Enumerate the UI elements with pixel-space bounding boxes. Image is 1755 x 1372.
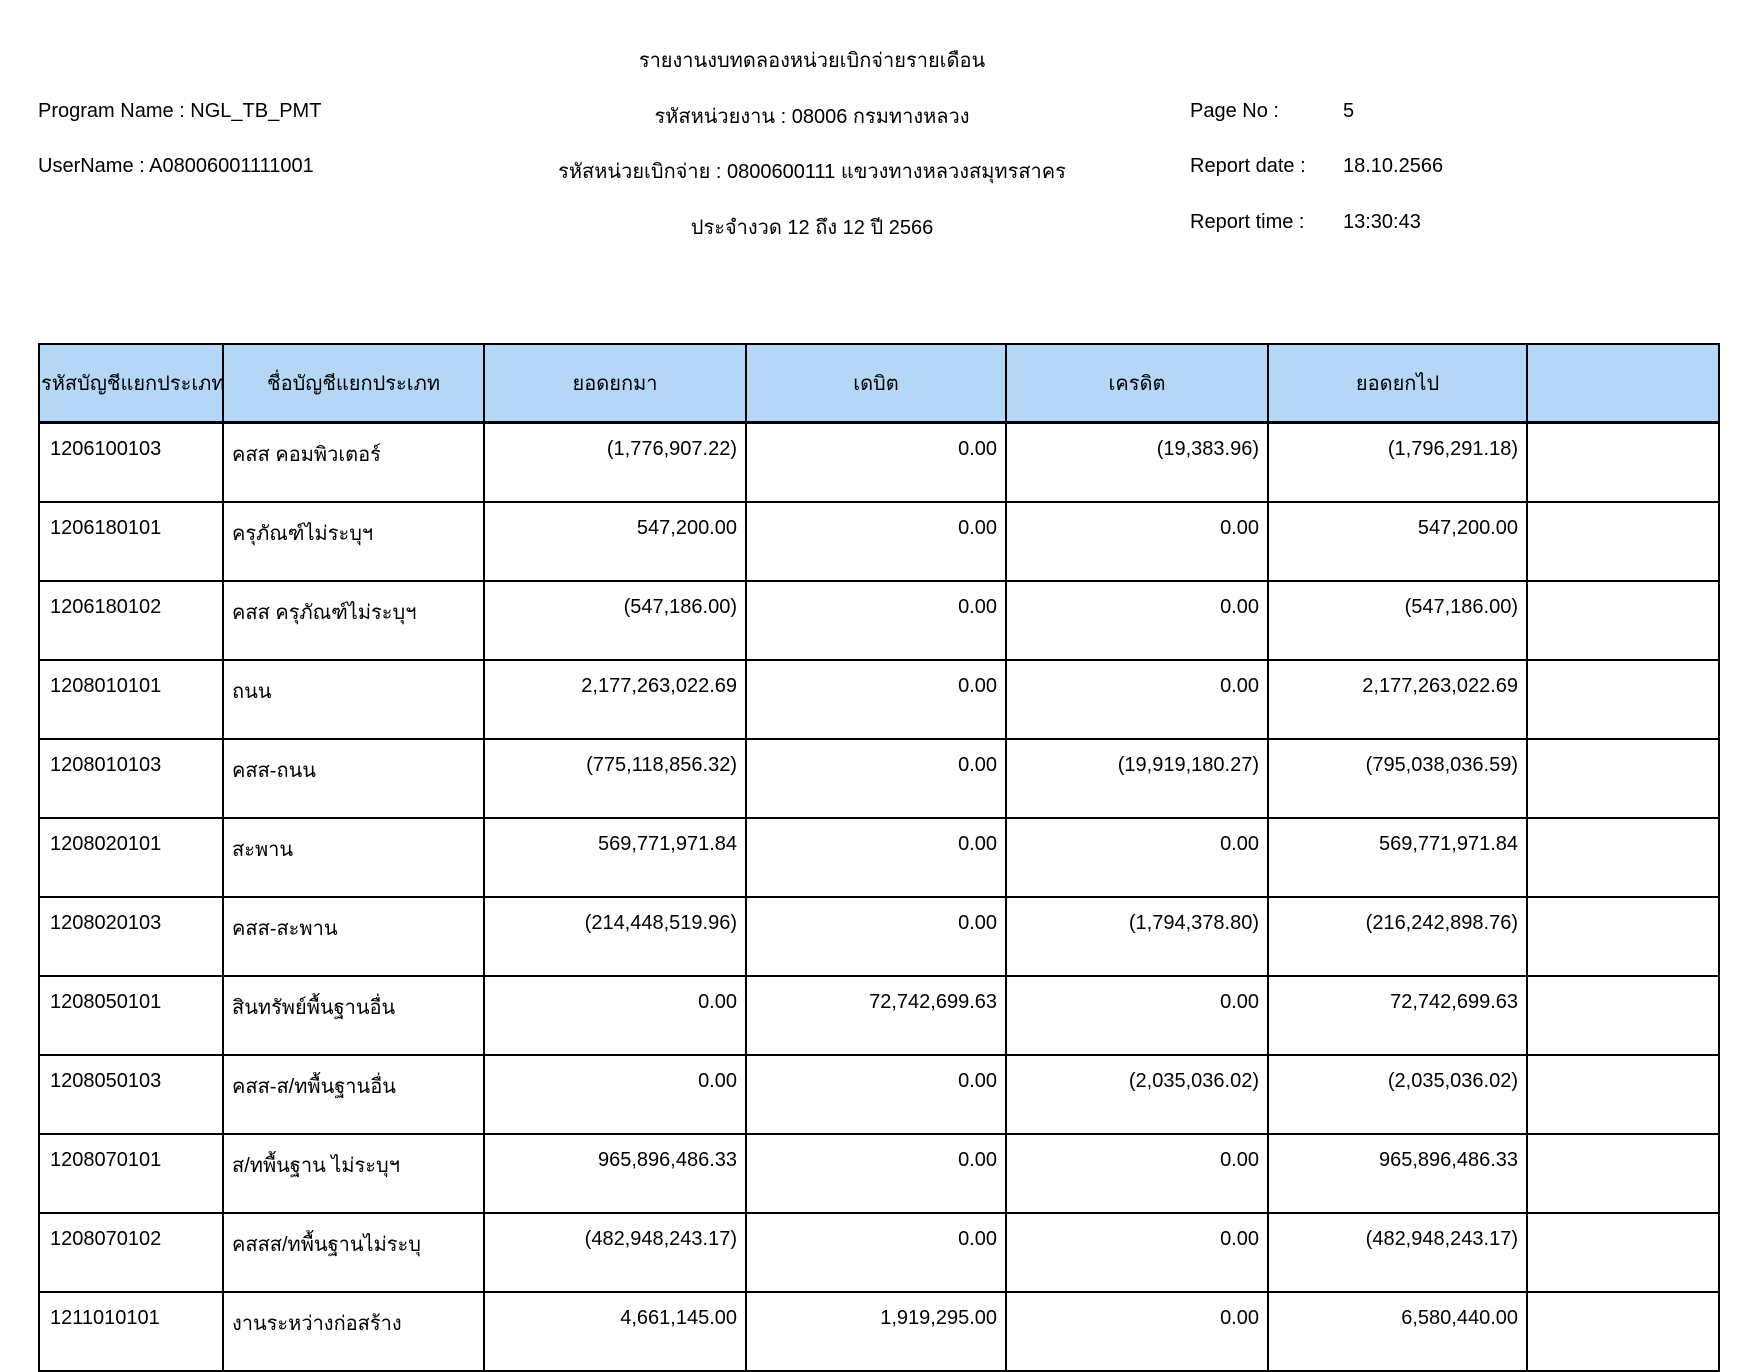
blank-cell: [1527, 818, 1719, 897]
account-code-cell: 1211010101: [39, 1292, 223, 1371]
account-code-cell: 1208050101: [39, 976, 223, 1055]
credit-cell: (2,035,036.02): [1006, 1055, 1268, 1134]
account-name-cell: สินทรัพย์พื้นฐานอื่น: [223, 976, 484, 1055]
trial-balance-table: [38, 343, 1720, 1372]
table-row: [39, 976, 1719, 1055]
account-code-cell: 1208020103: [39, 897, 223, 976]
account-name-cell: คสส ครุภัณฑ์ไม่ระบุฯ: [223, 581, 484, 660]
credit-cell: 0.00: [1006, 1213, 1268, 1292]
report-time-value: 13:30:43: [1343, 211, 1421, 233]
carried-forward-cell: (547,186.00): [1268, 581, 1527, 660]
column-header-blank: [1527, 344, 1719, 423]
credit-cell: (1,794,378.80): [1006, 897, 1268, 976]
brought-forward-cell: 2,177,263,022.69: [484, 660, 746, 739]
account-name-cell: ถนน: [223, 660, 484, 739]
debit-cell: 1,919,295.00: [746, 1292, 1006, 1371]
column-header-account-code: รหัสบัญชีแยกประเภท: [39, 344, 223, 423]
brought-forward-cell: (1,776,907.22): [484, 423, 746, 503]
column-header-account-name: ชื่อบัญชีแยกประเภท: [223, 344, 484, 423]
credit-cell: 0.00: [1006, 818, 1268, 897]
carried-forward-cell: (1,796,291.18): [1268, 423, 1527, 503]
account-code-cell: 1208010103: [39, 739, 223, 818]
debit-cell: 72,742,699.63: [746, 976, 1006, 1055]
debit-cell: 0.00: [746, 1055, 1006, 1134]
account-name-cell: งานระหว่างก่อสร้าง: [223, 1292, 484, 1371]
brought-forward-cell: (547,186.00): [484, 581, 746, 660]
blank-cell: [1527, 581, 1719, 660]
table-row: [39, 502, 1719, 581]
column-header-balance-carried-forward: ยอดยกไป: [1268, 344, 1527, 423]
credit-cell: 0.00: [1006, 1292, 1268, 1371]
brought-forward-cell: (775,118,856.32): [484, 739, 746, 818]
table-body: [39, 423, 1719, 1372]
carried-forward-cell: (795,038,036.59): [1268, 739, 1527, 818]
carried-forward-cell: 965,896,486.33: [1268, 1134, 1527, 1213]
table-row: [39, 818, 1719, 897]
credit-cell: (19,919,180.27): [1006, 739, 1268, 818]
account-code-cell: 1206180101: [39, 502, 223, 581]
blank-cell: [1527, 660, 1719, 739]
debit-cell: 0.00: [746, 1134, 1006, 1213]
brought-forward-cell: 0.00: [484, 976, 746, 1055]
blank-cell: [1527, 423, 1719, 503]
account-code-cell: 1208050103: [39, 1055, 223, 1134]
disbursement-unit-code: รหัสหน่วยเบิกจ่าย : 0800600111 แขวงทางหลวงสมุทรสาคร: [558, 161, 1066, 183]
carried-forward-cell: (216,242,898.76): [1268, 897, 1527, 976]
brought-forward-cell: 0.00: [484, 1055, 746, 1134]
account-name-cell: คสส-สะพาน: [223, 897, 484, 976]
blank-cell: [1527, 502, 1719, 581]
carried-forward-cell: 2,177,263,022.69: [1268, 660, 1527, 739]
table-row: [39, 739, 1719, 818]
brought-forward-cell: 4,661,145.00: [484, 1292, 746, 1371]
report-date-value: 18.10.2566: [1343, 155, 1444, 177]
table-header-row: [39, 344, 1719, 423]
table-row: [39, 1055, 1719, 1134]
account-name-cell: คสส คอมพิวเตอร์: [223, 423, 484, 503]
brought-forward-cell: 965,896,486.33: [484, 1134, 746, 1213]
column-header-credit: เครดิต: [1006, 344, 1268, 423]
debit-cell: 0.00: [746, 818, 1006, 897]
brought-forward-cell: (482,948,243.17): [484, 1213, 746, 1292]
account-name-cell: คสสส/ทพื้นฐานไม่ระบุ: [223, 1213, 484, 1292]
account-name-cell: คสส-ส/ทพื้นฐานอื่น: [223, 1055, 484, 1134]
credit-cell: 0.00: [1006, 1134, 1268, 1213]
account-code-cell: 1206100103: [39, 423, 223, 503]
credit-cell: (19,383.96): [1006, 423, 1268, 503]
account-name-cell: คสส-ถนน: [223, 739, 484, 818]
blank-cell: [1527, 897, 1719, 976]
page-no-value: 5: [1343, 100, 1355, 122]
column-header-balance-brought-forward: ยอดยกมา: [484, 344, 746, 423]
table-row: [39, 423, 1719, 503]
carried-forward-cell: 6,580,440.00: [1268, 1292, 1527, 1371]
table-container: [38, 343, 1718, 1372]
blank-cell: [1527, 976, 1719, 1055]
blank-cell: [1527, 739, 1719, 818]
account-code-cell: 1208010101: [39, 660, 223, 739]
column-header-debit: เดบิต: [746, 344, 1006, 423]
debit-cell: 0.00: [746, 739, 1006, 818]
debit-cell: 0.00: [746, 581, 1006, 660]
carried-forward-cell: 569,771,971.84: [1268, 818, 1527, 897]
carried-forward-cell: (2,035,036.02): [1268, 1055, 1527, 1134]
blank-cell: [1527, 1292, 1719, 1371]
table-row: [39, 1134, 1719, 1213]
credit-cell: 0.00: [1006, 502, 1268, 581]
blank-cell: [1527, 1134, 1719, 1213]
account-code-cell: 1208070101: [39, 1134, 223, 1213]
account-name-cell: ครุภัณฑ์ไม่ระบุฯ: [223, 502, 484, 581]
program-name: Program Name : NGL_TB_PMT: [38, 100, 322, 122]
carried-forward-cell: (482,948,243.17): [1268, 1213, 1527, 1292]
report-date-label: Report date :: [1190, 155, 1306, 177]
blank-cell: [1527, 1055, 1719, 1134]
debit-cell: 0.00: [746, 502, 1006, 581]
table-row: [39, 660, 1719, 739]
table-row: [39, 897, 1719, 976]
credit-cell: 0.00: [1006, 581, 1268, 660]
credit-cell: 0.00: [1006, 660, 1268, 739]
brought-forward-cell: 547,200.00: [484, 502, 746, 581]
agency-code: รหัสหน่วยงาน : 08006 กรมทางหลวง: [654, 106, 970, 128]
account-code-cell: 1208020101: [39, 818, 223, 897]
report-time-label: Report time :: [1190, 211, 1305, 233]
debit-cell: 0.00: [746, 1213, 1006, 1292]
debit-cell: 0.00: [746, 423, 1006, 503]
account-name-cell: สะพาน: [223, 818, 484, 897]
account-name-cell: ส/ทพื้นฐาน ไม่ระบุฯ: [223, 1134, 484, 1213]
brought-forward-cell: (214,448,519.96): [484, 897, 746, 976]
account-code-cell: 1206180102: [39, 581, 223, 660]
debit-cell: 0.00: [746, 660, 1006, 739]
user-name: UserName : A08006001111001: [38, 155, 314, 177]
brought-forward-cell: 569,771,971.84: [484, 818, 746, 897]
blank-cell: [1527, 1213, 1719, 1292]
report-period: ประจำงวด 12 ถึง 12 ปี 2566: [690, 217, 934, 239]
report-title: รายงานงบทดลองหน่วยเบิกจ่ายรายเดือน: [638, 50, 986, 72]
table-row: [39, 581, 1719, 660]
carried-forward-cell: 547,200.00: [1268, 502, 1527, 581]
debit-cell: 0.00: [746, 897, 1006, 976]
table-row: [39, 1292, 1719, 1371]
carried-forward-cell: 72,742,699.63: [1268, 976, 1527, 1055]
credit-cell: 0.00: [1006, 976, 1268, 1055]
page-no-label: Page No :: [1190, 100, 1279, 122]
table-row: [39, 1213, 1719, 1292]
account-code-cell: 1208070102: [39, 1213, 223, 1292]
